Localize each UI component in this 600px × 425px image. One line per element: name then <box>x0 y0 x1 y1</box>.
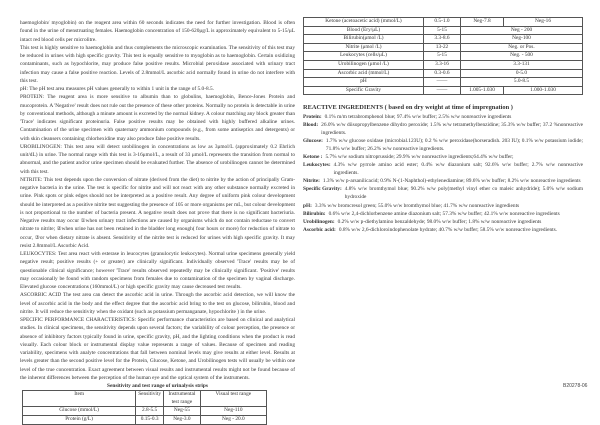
cell: Neg. - 500 <box>461 52 583 61</box>
ingredient-item <box>303 177 583 185</box>
table-row <box>304 69 583 78</box>
paragraph-performance: SPECIFIC PERFORMANCE CHARACTERISTICS: Specific performance characteristics are based on clinical and analytical studies. In clinical specimens, the sensitivity depends upon several factors; the variability of colour perception, the presence or absence of inhibitory factors typically found in urine, specific gravity, pH, and the lighting conditions when the product is read visually. Each colour block or instrumental display value represents a range of values. Because of specimen and reading variability, specimens with analyte concentrations that fall between nominal levels may give results at either level. Results at levels greater than the second positive level for the Protein, Glucose, Ketone, and Urobilinogen tests will usually be within one level of the true concentration. Exact agreement between visual results and instrumental results might not be found because of the inherent differences between the perception of the human eye and the optical system of the instruments. <box>20 317 295 381</box>
cell: 13-22 <box>424 43 461 52</box>
header-visual: Visual test range <box>200 391 266 407</box>
range-table <box>303 17 583 95</box>
ingredient-item <box>303 137 583 153</box>
cell: 0.3-0.6 <box>424 69 461 78</box>
cell: 3.3-16 <box>424 60 461 69</box>
cell: 0.5-1.0 <box>424 18 461 27</box>
ingredient-name: Leukocytes: <box>303 162 331 169</box>
document-code: B20278-06 <box>563 383 588 389</box>
ingredient-text: 5.7% w/w sodium nitroprusside; 29.9% w/w nonreactive ingredients;64.4% w/w buffer; <box>325 153 514 160</box>
ingredient-name: Urobilinogen: <box>303 218 335 225</box>
ingredient-name: Blood: <box>303 121 319 128</box>
table-row <box>23 407 267 416</box>
ingredient-item <box>303 210 583 218</box>
table-row <box>304 35 583 44</box>
paragraph-blood: haemoglobin/ myoglobin) on the reagent area within 60 seconds indicates the need for further investigation. Blood is often found in the urine of menstruating females. Haemoglobin concentration of 150-620μg/L is approximately equivalent to 5-15/μL intact red blood cells per microlitre. <box>20 20 295 43</box>
paragraph-protein: PROTEIN: The reagent area is more sensitive to albumin than to globulins, haemoglobin, Bence-Jones Protein and mucoprotein. A 'Negative' result does not rule out the presence of these other proteins. Normally no protein is detectable in urine by conventional methods, although a minute amount is excreted by the normal kidney. A colour matching any block greater than 'Trace' indicates significant proteinuria. False positive results may be obtained with highly buffered alkaline urines. Contamination of the urine specimen with quaternary ammonium compounds (e.g., from some antiseptics and detergents) or with skin cleansers containing chlorhexidine may also produce false positive results. <box>20 94 295 142</box>
cell: Neg-16 <box>504 18 583 27</box>
ingredient-item <box>303 161 583 177</box>
ingredient-text: 0.8% w/w 2,6-dichloroindophenolate hydrate; 40.7% w/w buffer; 58.5% w/w nonreactive ingredients. <box>338 226 558 233</box>
paragraph-urobilinogen: UROBILINOGEN: This test area will detect urobilinogen in concentrations as low as 3μmol/L (approximately 0.2 Ehrlich unit/dL) in urine. The normal range with this test is 3-16μmol/L, a result of 33 μmol/L represents the transition from normal to abnormal, and the patient and/or urine specimen should be evaluated further. The absence of urobilinogen cannot be determined with this test. <box>20 143 295 175</box>
header-sensitivity: Sensitivity <box>136 391 164 407</box>
ingredient-name: Ascorbic acid: <box>303 226 336 233</box>
header-instrumental: Instrumental test range <box>164 391 201 407</box>
ingredient-name: Glucose: <box>303 137 323 144</box>
table-row <box>304 60 583 69</box>
cell: —— <box>424 86 461 95</box>
cell: Blood (Ery/μL) <box>304 26 424 35</box>
cell: 5-15 <box>424 26 461 35</box>
table-row <box>304 86 583 95</box>
cell: 5.0-8.5 <box>461 78 583 87</box>
table-row <box>304 78 583 87</box>
cell: Neg-7.8 <box>461 18 504 27</box>
ingredient-name: Nitrite: <box>303 178 320 185</box>
cell: 2.8-5.5 <box>136 407 164 416</box>
table-row <box>304 18 583 27</box>
ingredient-item <box>303 202 583 210</box>
cell: Neg-110 <box>200 407 266 416</box>
cell: 0.15-0.3 <box>136 416 164 425</box>
ingredient-name: Bilirubin: <box>303 210 326 217</box>
ingredient-list <box>303 113 583 234</box>
reactive-ingredients <box>303 104 583 234</box>
cell: 3.3-8.6 <box>424 35 461 44</box>
cell: Glucose (mmol/L) <box>23 407 136 416</box>
paragraph-ph: pH: The pH test area measures pH values generally to within 1 unit in the range of 5.0-8.5. <box>20 86 215 92</box>
cell: Ascorbic acid (mmol/L) <box>304 69 424 78</box>
ingredient-item <box>303 121 583 137</box>
cell: pH <box>304 78 424 87</box>
cell: Nitrite (μmol /L) <box>304 43 424 52</box>
cell: Neg-100 <box>461 35 583 44</box>
ingredient-name: Specific Gravity: <box>303 186 342 193</box>
ingredient-text: 1.7% w/w glucose oxidase (microbial.123U); 0.2 % w/w peroxidase(horseradish. 203 IU); 0.1% w/w potassium iodide; 71.8% w/w buffer; 26.2% w/w nonreactive ingredients. <box>325 137 583 152</box>
table-row <box>23 416 267 425</box>
ingredient-text: 0.2% w/w p-diethylamino benzaldehyde; 98.0% w/w buffer; 1.8% w/w nonreactive ingredients <box>337 218 542 225</box>
paragraph-ascorbic-acid: ASCORBIC ACID The test area can detect the ascorbic acid in urine. Through the ascorbic acid detection, we will know the level of ascorbic acid in the body and the effect degree that the ascorbic acid bring to the test on glucose, bilirubin, blood and nitrite. It will reduce the sensitivity when the oxidant (such as potassium permanganate, hypochlorite ) in the urine. <box>20 292 295 315</box>
cell: Ketone (acetoacetic acid) (mmol/L) <box>304 18 424 27</box>
ingredient-item <box>303 185 583 201</box>
cell: Neg-3.0 <box>164 416 201 425</box>
table-row <box>304 43 583 52</box>
cell: 5-15 <box>424 52 461 61</box>
cell: Leukocytes (cells/μL) <box>304 52 424 61</box>
ingredient-item <box>303 153 583 161</box>
cell: 1.005-1.030 <box>461 86 504 95</box>
cell: 1.000-1.030 <box>504 86 583 95</box>
header-item: Item <box>23 391 136 407</box>
ingredient-item <box>303 226 583 234</box>
sensitivity-table <box>22 390 267 424</box>
ingredient-text: 1.3% w/w p-arsanilicacid; 0.9% N-(1-Naphthol)-ethylenediamine; 89.6% w/w buffer; 8.2% w/w nonreactive ingredients <box>322 178 581 185</box>
ingredient-text: 4.3% w/w pyrrole amino acid ester; 0.4% w/w diazonium salt; 92.6% w/w buffer; 2.7% w/w nonreactive ingredients. <box>333 162 583 177</box>
ingredient-item <box>303 218 583 226</box>
cell: 0-5.0 <box>461 69 583 78</box>
reactive-ingredients-title: REACTIVE INGREDIENTS ( based on dry weight at time of impregnation ) <box>303 104 513 111</box>
paragraph-nitrite: NITRITE: This test depends upon the conversion of nitrate (derived from the diet) to nitrite by the action of principally Gram-negative bacteria in the urine. The test is specific for nitrite and will not react with any other substance normally excreted in urine. Pink spots or pink edges should not be interpreted as a positive result. Any degree of uniform pink colour development should be interpreted as a positive nitrite test suggesting the presence of 105 or more organisms per mL, but colour development is not proportional to the number of bacteria present. A negative result does not prove that there is no significant bacteriuria. Negative results may occur ①when urinary tract infections are caused by organisms which do not contain reductase to convert nitrate to nitrite; ②when urine has not been retained in the bladder long enough( four hours or more) for reduction of nitrate to occur, ③or when dietary nitrate is absent. Sensitivity of the nitrite test is reduced for urines with high specific gravity. It may resist 2.8mmol/L Ascorbic Acid. <box>20 176 295 249</box>
cell: Specific Gravity <box>304 86 424 95</box>
paragraph-blood-sensitivity: This test is highly sensitive to haemoglobin and thus complements the microscopic examination. The sensitivity of this test may be reduced in urines with high specific gravity. This test is equally sensitive to myoglobin as to haemoglobin. Certain oxidizing contaminants, such as hypochlorite, may produce false positive results. Microbial peroxidase associated with urinary tract infection may cause a false positive reaction. Levels of 2.8mmol/L ascorbic acid normally found in urine do not interfere with this test. <box>20 44 295 84</box>
paragraph-leukocytes: LEUKOCYTES: Test area react with esterase in leucocytes (granulocytic leukocytes). Normal urine specimens generally yield negative result; positive results (+ or greater) are clinically significant. Individually observed 'Trace' results may be of questionable clinical significance; however 'Trace' results observed repeatedly may be clinically significant. 'Positive' results may occasionally be found with random specimens from females due to contamination of the specimen by vaginal discharge. Elevated glucose concentrations (160mmol/L) or high specific gravity may cause decreased test results. <box>20 251 295 290</box>
ingredient-text: 0.6% w/w 2,4-dichlorbenzene amine diazonium salt; 57.3% w/w buffer; 42.1% w/w nonreactive ingredients <box>328 210 560 217</box>
cell: Urobilinogen (μmol /L) <box>304 60 424 69</box>
table-row <box>304 52 583 61</box>
sensitivity-table-caption: Sensitivity and test range of urinalysis strips <box>107 383 208 389</box>
cell: Neg-55 <box>164 407 201 416</box>
cell: Protein (g/L) <box>23 416 136 425</box>
ingredient-text: 26.0% w/w diisopropylbenzene dihydro peroxide; 1.5% w/w tetramethylbenzidine; 35.3% w/w buffer; 37.2 %nonreactive ingredients. <box>321 121 583 136</box>
ingredient-name: Ketone : <box>303 153 323 160</box>
ingredient-name: Protein: <box>303 113 322 120</box>
table-header-row <box>23 391 267 407</box>
left-column <box>20 19 295 425</box>
ingredient-item <box>303 113 583 121</box>
cell: 3.3-131 <box>461 60 583 69</box>
cell: Neg - 20.0 <box>200 416 266 425</box>
table-row <box>304 26 583 35</box>
cell: —— <box>424 78 461 87</box>
cell: Neg - 200 <box>461 26 583 35</box>
ingredient-text: 4.8% w/w bromthymol blue; 90.2% w/w poly(methyl vinyl ether co maleic anhydride); 5.0% w/w sodium hydroxide <box>344 186 583 201</box>
ingredient-name: pH: <box>303 202 312 209</box>
ingredient-text: 0.1% m/m tetrabromphenol blue; 97.4% w/w buffer; 2.5% w/w nonreactive ingredients <box>324 113 512 120</box>
cell: Bilirubin(μmol /L) <box>304 35 424 44</box>
cell: Neg. or Pos. <box>461 43 583 52</box>
ingredient-text: 3.3% w/w bromcresol green; 55.0% w/w bromthymol blue; 41.7% w/w nonreactive ingredients <box>314 202 520 209</box>
range-table-wrapper <box>303 17 583 95</box>
